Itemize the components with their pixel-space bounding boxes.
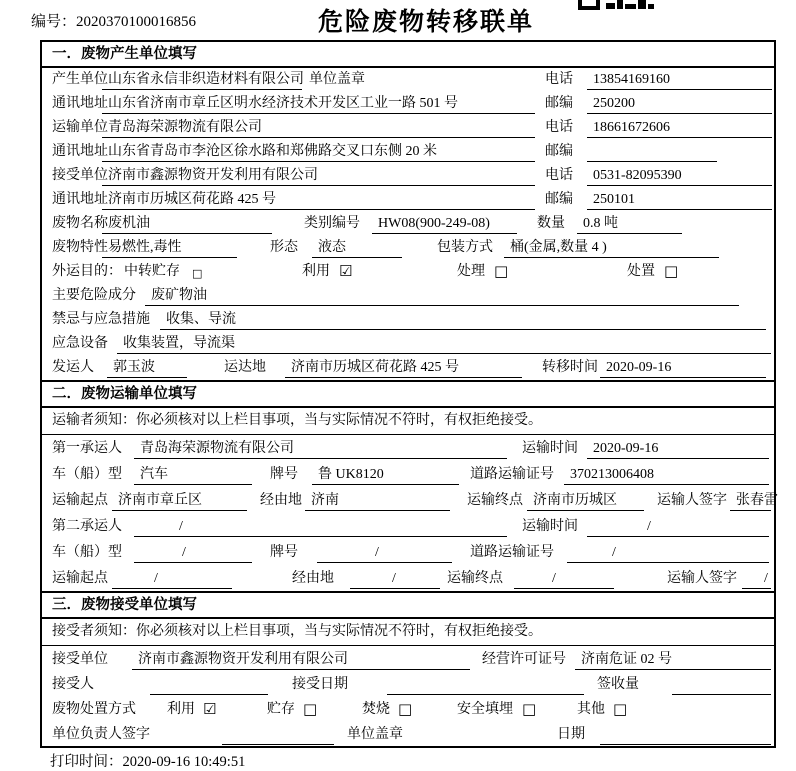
serial-number	[31, 10, 196, 31]
manager-sign-label: 单位负责人签字	[52, 727, 150, 742]
vehicle2-field: /	[134, 543, 252, 563]
addr3-label: 通讯地址	[52, 192, 108, 207]
plate1-field: 鲁 UK8120	[312, 465, 459, 485]
checkbox-transfer-storage[interactable]: □	[192, 267, 203, 280]
plate2-label: 牌号	[270, 545, 298, 560]
time1-label: 运输时间	[522, 441, 578, 456]
carrier2-field: /	[134, 517, 507, 537]
form-field: 液态	[312, 238, 402, 258]
row-route1	[42, 487, 778, 513]
page-title: 危险废物转移联单	[318, 9, 535, 36]
vehicle1-field: 汽车	[134, 465, 252, 485]
phone3-label: 电话	[545, 168, 573, 183]
checkbox-treat[interactable]: □	[494, 262, 509, 280]
manager-sign-field	[222, 725, 334, 745]
pack-label: 包装方式	[437, 240, 493, 255]
dest-label: 运达地	[224, 360, 266, 375]
disposal-label: 废物处置方式	[52, 702, 136, 717]
purpose-opt-use: 利用	[302, 264, 330, 279]
row-carrier1	[42, 435, 774, 461]
accept-unit-label: 接受单位	[52, 652, 108, 667]
end2-label: 运输终点	[447, 571, 503, 586]
phone1-label: 电话	[545, 72, 573, 87]
row-waste-traits	[42, 236, 774, 260]
via1-label: 经由地	[260, 493, 302, 508]
zip3-field: 250101	[587, 190, 772, 210]
carrier1-field: 青岛海荣源物流有限公司	[134, 439, 507, 459]
row-receiver	[42, 164, 774, 188]
checkbox-disposal-landfill[interactable]: □	[522, 700, 537, 718]
hazard-label: 主要危险成分	[52, 288, 136, 303]
shipper-field: 郭玉波	[107, 358, 187, 378]
purpose-opt-dispose: 处置	[627, 264, 655, 279]
receiver-field: 济南市鑫源物资开发利用有限公司	[102, 166, 535, 186]
purpose-opt-transfer: 中转贮存	[124, 264, 180, 279]
plate2-field: /	[317, 543, 452, 563]
zip2-field	[587, 142, 717, 162]
emergency-label: 禁忌与应急措施	[52, 312, 150, 327]
row-shipper	[42, 356, 774, 380]
disposal-opt-other: 其他	[577, 702, 605, 717]
addr2-field: 山东省青岛市李沧区徐水路和郑佛路交叉口东侧 20 米	[102, 142, 535, 162]
addr3-field: 济南市历城区荷花路 425 号	[102, 190, 535, 210]
row-manager-sign	[42, 721, 774, 746]
transporter-label: 运输单位	[52, 120, 108, 135]
end2-field: /	[514, 569, 614, 589]
permit2-label: 道路运输证号	[470, 545, 554, 560]
checkbox-use[interactable]: ☑	[339, 262, 353, 280]
zip3-label: 邮编	[545, 192, 573, 207]
plate1-label: 牌号	[270, 467, 298, 482]
checkbox-disposal-use[interactable]: ☑	[203, 700, 217, 718]
row-vehicle1	[42, 461, 774, 487]
time2-field: /	[587, 517, 769, 537]
time2-label: 运输时间	[522, 519, 578, 534]
qr-code-icon	[578, 0, 654, 10]
disposal-opt-landfill: 安全填埋	[457, 702, 513, 717]
origin2-field: /	[112, 569, 232, 589]
row-transporter	[42, 116, 774, 140]
amount-field	[672, 675, 771, 695]
row-waste-name	[42, 212, 774, 236]
category-label: 类别编号	[304, 216, 360, 231]
amount-label: 签收量	[597, 677, 639, 692]
checkbox-disposal-store[interactable]: □	[303, 700, 318, 718]
row-purpose	[42, 260, 774, 284]
disposal-opt-store: 贮存	[267, 702, 295, 717]
row-receiver-address	[42, 188, 774, 212]
vehicle1-label: 车（船）型	[52, 467, 122, 482]
traits-label: 废物特性	[52, 240, 108, 255]
origin1-label: 运输起点	[52, 493, 108, 508]
time1-field: 2020-09-16	[587, 439, 769, 459]
row-producer-address	[42, 92, 774, 116]
equipment-field: 收集装置，导流渠	[117, 334, 771, 354]
permit1-field: 370213006408	[564, 465, 769, 485]
phone3-field: 0531-82095390	[587, 166, 772, 186]
acceptor-field	[150, 675, 268, 695]
origin2-label: 运输起点	[52, 571, 108, 586]
transporter-notice: 运输者须知：你必须核对以上栏目事项，当与实际情况不符时，有权拒绝接受。	[42, 408, 774, 435]
via2-field: /	[350, 569, 440, 589]
row-vehicle2	[42, 539, 774, 565]
section2-title: 二．废物运输单位填写	[42, 380, 774, 408]
section3-title: 三．废物接受单位填写	[42, 591, 774, 619]
origin1-field: 济南市章丘区	[112, 491, 247, 511]
row-emergency	[42, 308, 774, 332]
transporter-field: 青岛海荣源物流有限公司	[102, 118, 535, 138]
vehicle2-label: 车（船）型	[52, 545, 122, 560]
serial-label: 编号：	[31, 14, 77, 30]
purpose-opt-treat: 处理	[457, 264, 485, 279]
form-label: 形态	[270, 240, 298, 255]
row-accept-unit	[42, 646, 774, 671]
end1-label: 运输终点	[467, 493, 523, 508]
checkbox-dispose[interactable]: □	[664, 262, 679, 280]
row-acceptor	[42, 671, 774, 696]
waste-name-field: 废机油	[102, 214, 272, 234]
acceptor-label: 接受人	[52, 677, 94, 692]
checkbox-disposal-other[interactable]: □	[613, 700, 628, 718]
permit2-field: /	[567, 543, 769, 563]
zip2-label: 邮编	[545, 144, 573, 159]
zip1-field: 250200	[587, 94, 772, 114]
row-carrier2	[42, 513, 774, 539]
equipment-label: 应急设备	[52, 336, 108, 351]
category-field: HW08(900-249-08)	[372, 214, 517, 234]
row-equipment	[42, 332, 774, 356]
disposal-opt-burn: 焚烧	[362, 702, 390, 717]
date-label: 日期	[557, 727, 585, 742]
phone2-field: 18661672606	[587, 118, 772, 138]
sign2-field: /	[742, 569, 771, 589]
row-disposal	[42, 696, 774, 721]
receiver-label: 接受单位	[52, 168, 108, 183]
end1-field: 济南市历城区	[527, 491, 644, 511]
dest-field: 济南市历城区荷花路 425 号	[285, 358, 522, 378]
via1-field: 济南	[305, 491, 450, 511]
phone1-field: 13854169160	[587, 70, 772, 90]
carrier1-label: 第一承运人	[52, 441, 122, 456]
transfer-time-label: 转移时间	[542, 360, 598, 375]
disposal-opt-use: 利用	[167, 702, 195, 717]
row-route2	[42, 565, 774, 591]
phone2-label: 电话	[545, 120, 573, 135]
sign1-field: 张春雷	[730, 491, 771, 511]
seal-label: 单位盖章	[309, 72, 365, 87]
qty-label: 数量	[537, 216, 565, 231]
license-field: 济南危证 02 号	[575, 650, 771, 670]
accept-unit-field: 济南市鑫源物资开发利用有限公司	[132, 650, 470, 670]
waste-name-label: 废物名称	[52, 216, 108, 231]
receiver-notice: 接受者须知：你必须核对以上栏目事项，当与实际情况不符时，有权拒绝接受。	[42, 619, 774, 646]
purpose-label: 外运目的：	[52, 264, 122, 279]
via2-label: 经由地	[292, 571, 334, 586]
section1-title: 一．废物产生单位填写	[42, 42, 774, 68]
pack-field: 桶(金属,数量 4 )	[504, 238, 719, 258]
serial-value: 2020370100016856	[76, 14, 197, 30]
carrier2-label: 第二承运人	[52, 519, 122, 534]
row-producer	[42, 68, 774, 92]
hazard-field: 废矿物油	[145, 286, 739, 306]
zip1-label: 邮编	[545, 96, 573, 111]
addr2-label: 通讯地址	[52, 144, 108, 159]
unit-seal-label: 单位盖章	[347, 727, 403, 742]
producer-field: 山东省永信非织造材料有限公司	[102, 70, 302, 90]
sign1-label: 运输人签字	[657, 493, 727, 508]
transfer-time-field: 2020-09-16	[600, 358, 766, 378]
traits-field: 易燃性,毒性	[102, 238, 237, 258]
print-time-value: 2020-09-16 10:49:51	[122, 754, 246, 770]
print-time-label: 打印时间：	[50, 754, 123, 770]
addr1-field: 山东省济南市章丘区明水经济技术开发区工业一路 501 号	[102, 94, 535, 114]
shipper-label: 发运人	[52, 360, 94, 375]
accept-date-field	[387, 675, 584, 695]
permit1-label: 道路运输证号	[470, 467, 554, 482]
emergency-field: 收集、导流	[160, 310, 766, 330]
row-hazard	[42, 284, 774, 308]
accept-date-label: 接受日期	[292, 677, 348, 692]
sign2-label: 运输人签字	[667, 571, 737, 586]
checkbox-disposal-burn[interactable]: □	[398, 700, 413, 718]
addr1-label: 通讯地址	[52, 96, 108, 111]
row-transporter-address	[42, 140, 774, 164]
qty-field: 0.8 吨	[577, 214, 682, 234]
producer-label: 产生单位	[52, 72, 108, 87]
date-field	[600, 725, 771, 745]
transfer-form	[40, 40, 776, 748]
license-label: 经营许可证号	[482, 652, 566, 667]
